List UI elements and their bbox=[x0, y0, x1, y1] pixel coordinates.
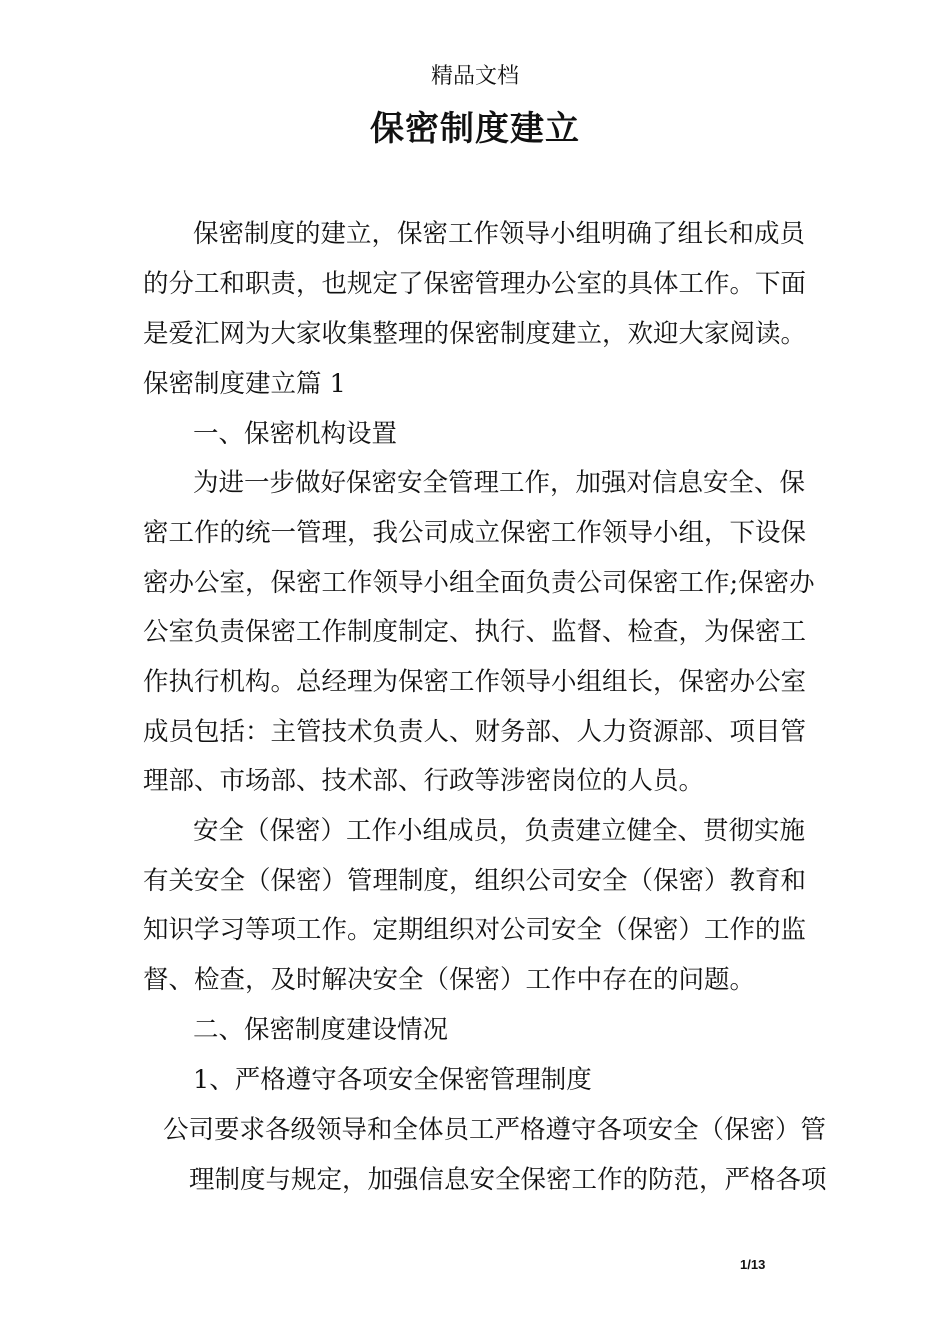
body-line: 督、检查，及时解决安全（保密）工作中存在的问题。 bbox=[143, 965, 756, 995]
body-line: 密工作的统一管理，我公司成立保密工作领导小组，下设保 bbox=[143, 518, 807, 548]
body-line: 安全（保密）工作小组成员，负责建立健全、贯彻实施 bbox=[193, 816, 806, 846]
body-line: 有关安全（保密）管理制度，组织公司安全（保密）教育和 bbox=[143, 866, 807, 896]
page-header: 精品文档 bbox=[430, 64, 519, 89]
body-line: 知识学习等项工作。定期组织对公司安全（保密）工作的监 bbox=[143, 915, 807, 945]
subsection-heading: 1、严格遵守各项安全保密管理制度 bbox=[193, 1065, 592, 1095]
body-line: 保密制度的建立，保密工作领导小组明确了组长和成员 bbox=[193, 219, 806, 249]
page-number: 1/13 bbox=[740, 1257, 766, 1272]
body-line: 为进一步做好保密安全管理工作，加强对信息安全、保 bbox=[193, 468, 806, 498]
body-line: 作执行机构。总经理为保密工作领导小组组长，保密办公室 bbox=[143, 667, 807, 697]
body-line: 公室负责保密工作制度制定、执行、监督、检查，为保密工 bbox=[143, 617, 807, 647]
section-heading: 一、保密机构设置 bbox=[193, 419, 398, 449]
document-title: 保密制度建立 bbox=[370, 109, 580, 149]
body-line: 成员包括：主管技术负责人、财务部、人力资源部、项目管 bbox=[143, 717, 807, 747]
body-line: 密办公室，保密工作领导小组全面负责公司保密工作;保密办 bbox=[143, 568, 815, 598]
body-line: 理部、市场部、技术部、行政等涉密岗位的人员。 bbox=[143, 766, 705, 796]
body-line: 公司要求各级领导和全体员工严格遵守各项安全（保密）管 bbox=[163, 1115, 827, 1145]
body-line: 理制度与规定，加强信息安全保密工作的防范，严格各项 bbox=[189, 1165, 827, 1195]
section-heading: 保密制度建立篇 1 bbox=[143, 369, 346, 399]
body-line: 的分工和职责，也规定了保密管理办公室的具体工作。下面 bbox=[143, 269, 807, 299]
body-line: 是爱汇网为大家收集整理的保密制度建立，欢迎大家阅读。 bbox=[143, 319, 807, 349]
section-heading: 二、保密制度建设情况 bbox=[193, 1015, 449, 1045]
